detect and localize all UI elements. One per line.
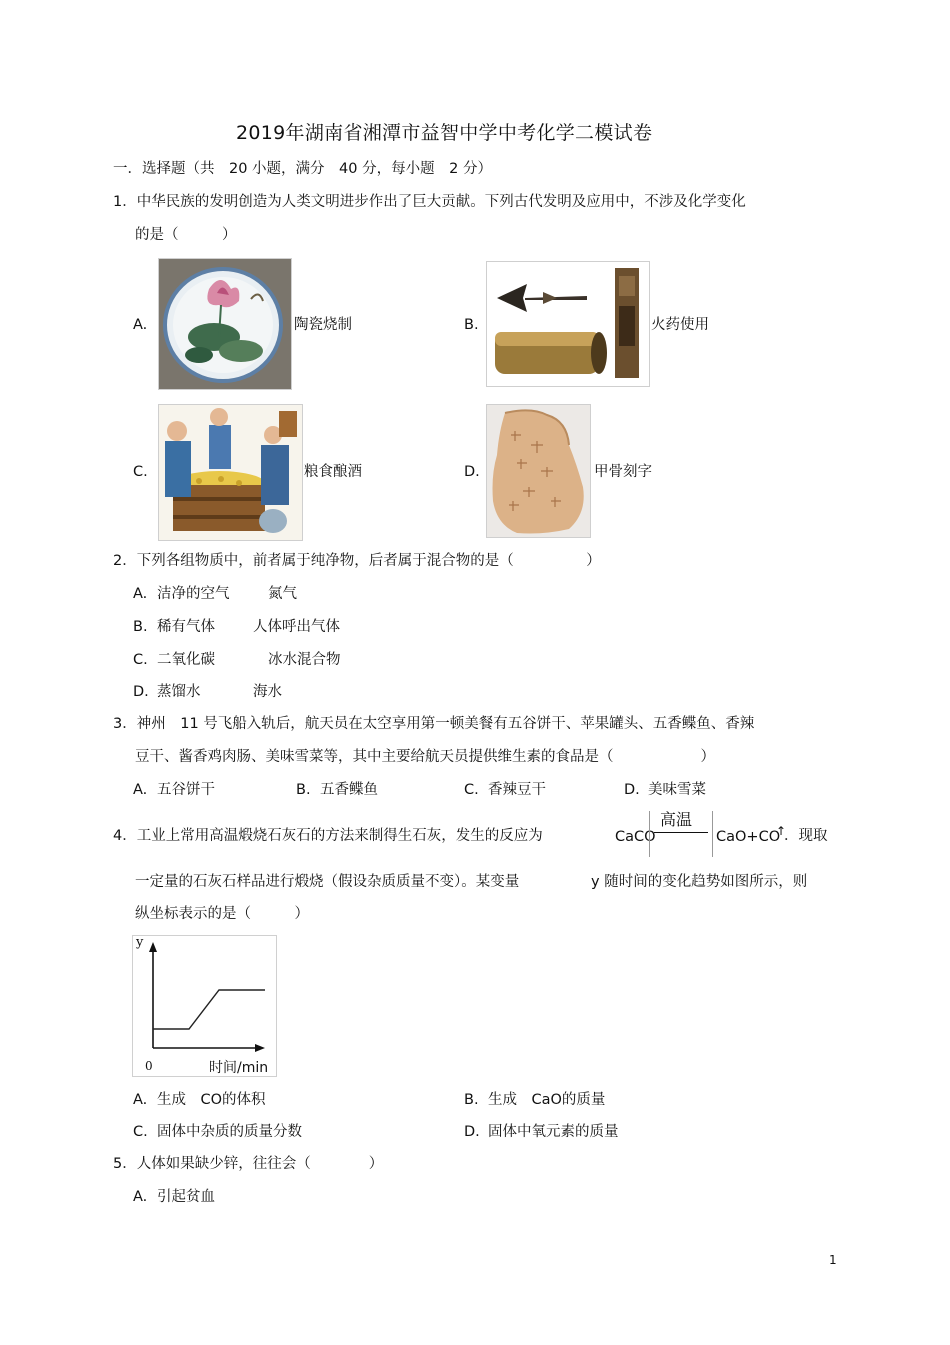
option-text: 冰水混合物 [268,652,341,668]
gunpowder-weapons-image [486,261,650,387]
reaction-condition: 高温 [660,810,693,829]
question-4-text-tail: ．现取 [784,828,828,844]
option-letter: C. [464,782,479,798]
option-letter: A. [133,586,148,602]
option-text: 香辣豆干 [488,782,546,798]
question-3-text-cont: 豆干、酱香鸡肉肠、美味雪菜等，其中主要给航天员提供维生素的食品是（ ） [135,749,715,765]
option-text: 蒸馏水 [157,684,201,700]
option-letter: D. [464,1124,480,1140]
oracle-bone-image [486,404,591,538]
option-letter: B. [133,619,148,635]
page-number: 1 [829,1253,837,1267]
question-4-text-cont: 纵坐标表示的是（ ） [135,906,309,922]
option-text: 陶瓷烧制 [294,317,352,333]
graph-y-label: y [136,935,144,950]
reaction-arrow-box [649,811,713,857]
graph-origin-label: 0 [145,1059,153,1073]
option-letter: C. [133,1124,148,1140]
option-text: 海水 [253,684,282,700]
option-letter: B. [464,317,479,333]
option-letter: A. [133,317,148,333]
option-letter: A. [133,1092,148,1108]
question-5-text: 5．人体如果缺少锌，往往会（ ） [113,1156,384,1172]
option-letter: C. [133,464,148,480]
trend-graph [132,935,277,1077]
option-text: 固体中杂质的质量分数 [157,1124,302,1140]
option-letter: B. [296,782,311,798]
option-text: 固体中氧元素的质量 [488,1124,619,1140]
question-1-text: 1．中华民族的发明创造为人类文明进步作出了巨大贡献。下列古代发明及应用中，不涉及化学变化 [113,194,746,210]
option-text: 火药使用 [651,317,709,333]
wine-brewing-image [158,404,303,541]
reaction-product: CaO+CO [716,829,781,845]
option-letter: D. [624,782,640,798]
option-text: 美味雪菜 [648,782,706,798]
option-text: 二氧化碳 [157,652,215,668]
option-text: 氮气 [268,586,297,602]
option-letter: A. [133,1189,148,1205]
option-text: 甲骨刻字 [594,464,652,480]
graph-x-label: 时间/min [209,1060,269,1076]
question-3-text: 3．神州 11 号飞船入轨后，航天员在太空享用第一顿美餐有五谷饼干、苹果罐头、五香鲽鱼、香辣 [113,716,755,732]
option-text: 粮食酿酒 [304,464,362,480]
option-text: 生成 CaO的质量 [488,1092,606,1108]
question-4-text-cont: y 随时间的变化趋势如图所示，则 [591,874,808,890]
option-text: 五香鲽鱼 [320,782,378,798]
section-header: 一．选择题（共 20 小题，满分 40 分，每小题 2 分） [113,161,492,177]
option-text: 五谷饼干 [157,782,215,798]
option-text: 生成 CO的体积 [157,1092,266,1108]
option-letter: D. [133,684,149,700]
option-text: 人体呼出气体 [253,619,340,635]
option-letter: C. [133,652,148,668]
page-title: 2019年湖南省湘潭市益智中学中考化学二模试卷 [236,122,653,144]
option-letter: D. [464,464,480,480]
option-letter: B. [464,1092,479,1108]
option-letter: A. [133,782,148,798]
gas-up-arrow-icon: ↑ [776,824,787,838]
reaction-reactant: CaCO [615,829,656,845]
option-text: 稀有气体 [157,619,215,635]
option-text: 引起贫血 [157,1189,215,1205]
question-4-text-cont: 一定量的石灰石样品进行煅烧（假设杂质质量不变）。某变量 [135,874,520,890]
question-4-text: 4．工业上常用高温煅烧石灰石的方法来制得生石灰，发生的反应为 [113,828,543,844]
question-1-text-cont: 的是（ ） [135,227,237,243]
reaction-equals-line [654,832,708,833]
question-2-text: 2．下列各组物质中，前者属于纯净物，后者属于混合物的是（ ） [113,553,601,569]
porcelain-plate-image [158,258,292,390]
option-text: 洁净的空气 [157,586,230,602]
